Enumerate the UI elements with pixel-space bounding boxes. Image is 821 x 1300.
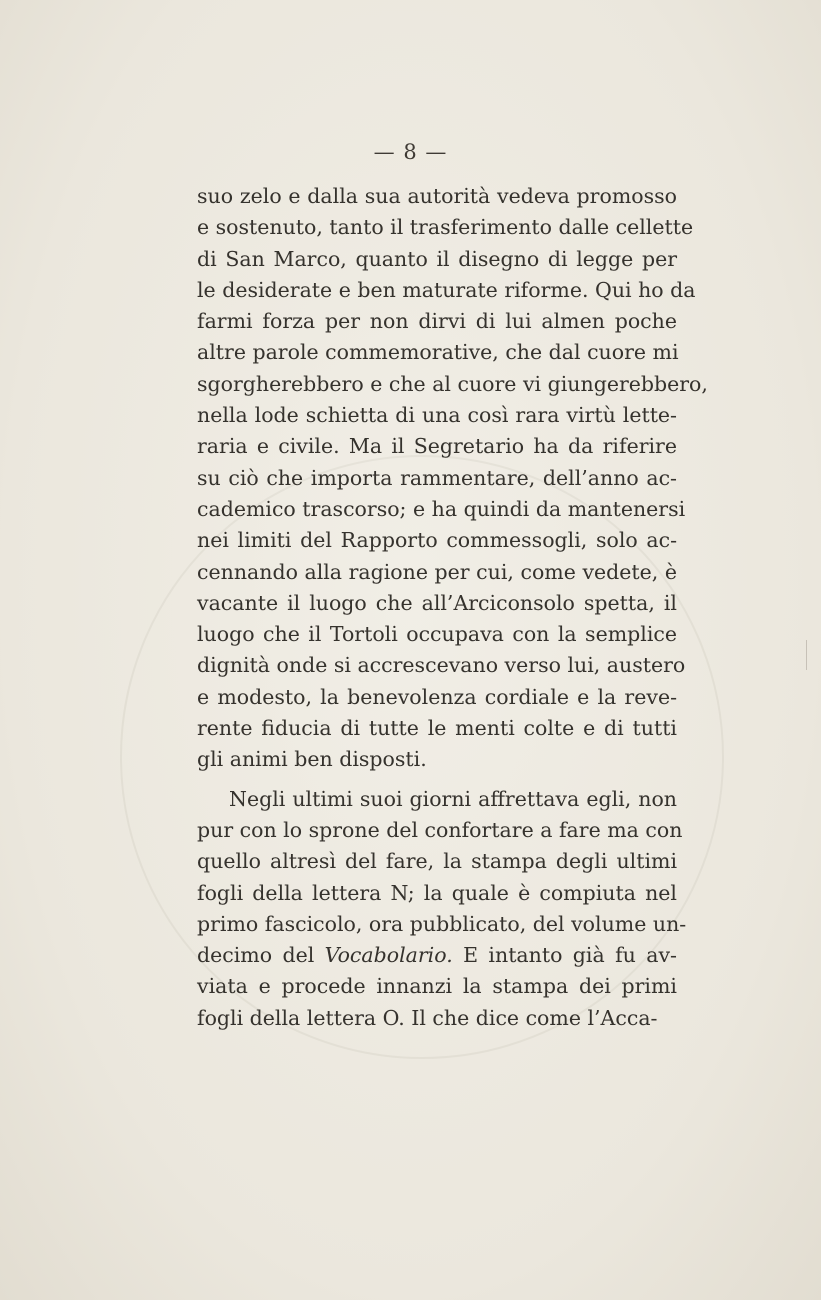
text-line: quello altresì del fare, la stampa degli ultimi	[197, 849, 677, 874]
binding-mark	[806, 640, 815, 670]
text-line: viata e procede innanzi la stampa dei primi	[197, 974, 677, 999]
text-line: di San Marco, quanto il disegno di legge per	[197, 246, 677, 271]
text-line	[197, 940, 677, 971]
text-line: cennando alla ragione per cui, come vedete, è	[197, 559, 677, 584]
text-line: nella lode schietta di una così rara virtù lette-	[197, 403, 677, 428]
paragraph	[197, 784, 687, 1034]
text-line: dignità onde si accrescevano verso lui, austero	[197, 653, 686, 678]
text-line: fogli della lettera O. Il che dice come l’Acca-	[197, 1005, 658, 1030]
text-line: nei limiti del Rapporto commessogli, solo ac-	[197, 528, 677, 553]
paragraph-gap	[197, 776, 677, 784]
text-line: le desiderate e ben maturate riforme. Qui ho da	[197, 277, 696, 302]
body-text	[197, 181, 708, 1034]
text-line: e modesto, la benevolenza cordiale e la reve-	[197, 684, 677, 709]
text-line: su ciò che importa rammentare, dell’anno ac-	[197, 465, 677, 490]
page-number: — 8 —	[373, 140, 448, 164]
text-segment: decimo del	[197, 943, 315, 968]
text-line: e sostenuto, tanto il trasferimento dalle cellette	[197, 215, 694, 240]
italic-title: Vocabolario.	[324, 943, 453, 968]
text-line: vacante il luogo che all’Arciconsolo spetta, il	[197, 590, 677, 615]
text-line: raria e civile. Ma il Segretario ha da riferire	[197, 434, 677, 459]
text-line: suo zelo e dalla sua autorità vedeva promosso	[197, 184, 677, 208]
text-line: farmi forza per non dirvi di lui almen poche	[197, 309, 677, 334]
paragraph	[197, 181, 708, 776]
text-line: sgorgherebbero e che al cuore vi giungerebbero,	[197, 371, 708, 396]
text-line: primo fascicolo, ora pubblicato, del volume un-	[197, 911, 687, 936]
text-line: Negli ultimi suoi giorni affrettava egli, non	[229, 786, 677, 811]
text-line: gli animi ben disposti.	[197, 747, 427, 772]
text-line: pur con lo sprone del confortare a fare ma con	[197, 817, 683, 842]
text-line: fogli della lettera N; la quale è compiuta nel	[197, 880, 677, 905]
text-line: rente fiducia di tutte le menti colte e di tutti	[197, 716, 677, 741]
text-line: cademico trascorso; e ha quindi da mantenersi	[197, 496, 686, 521]
text-segment: E intanto già fu av-	[463, 943, 677, 968]
text-line: luogo che il Tortoli occupava con la semplice	[197, 622, 677, 647]
text-line: altre parole commemorative, che dal cuore mi	[197, 340, 679, 365]
